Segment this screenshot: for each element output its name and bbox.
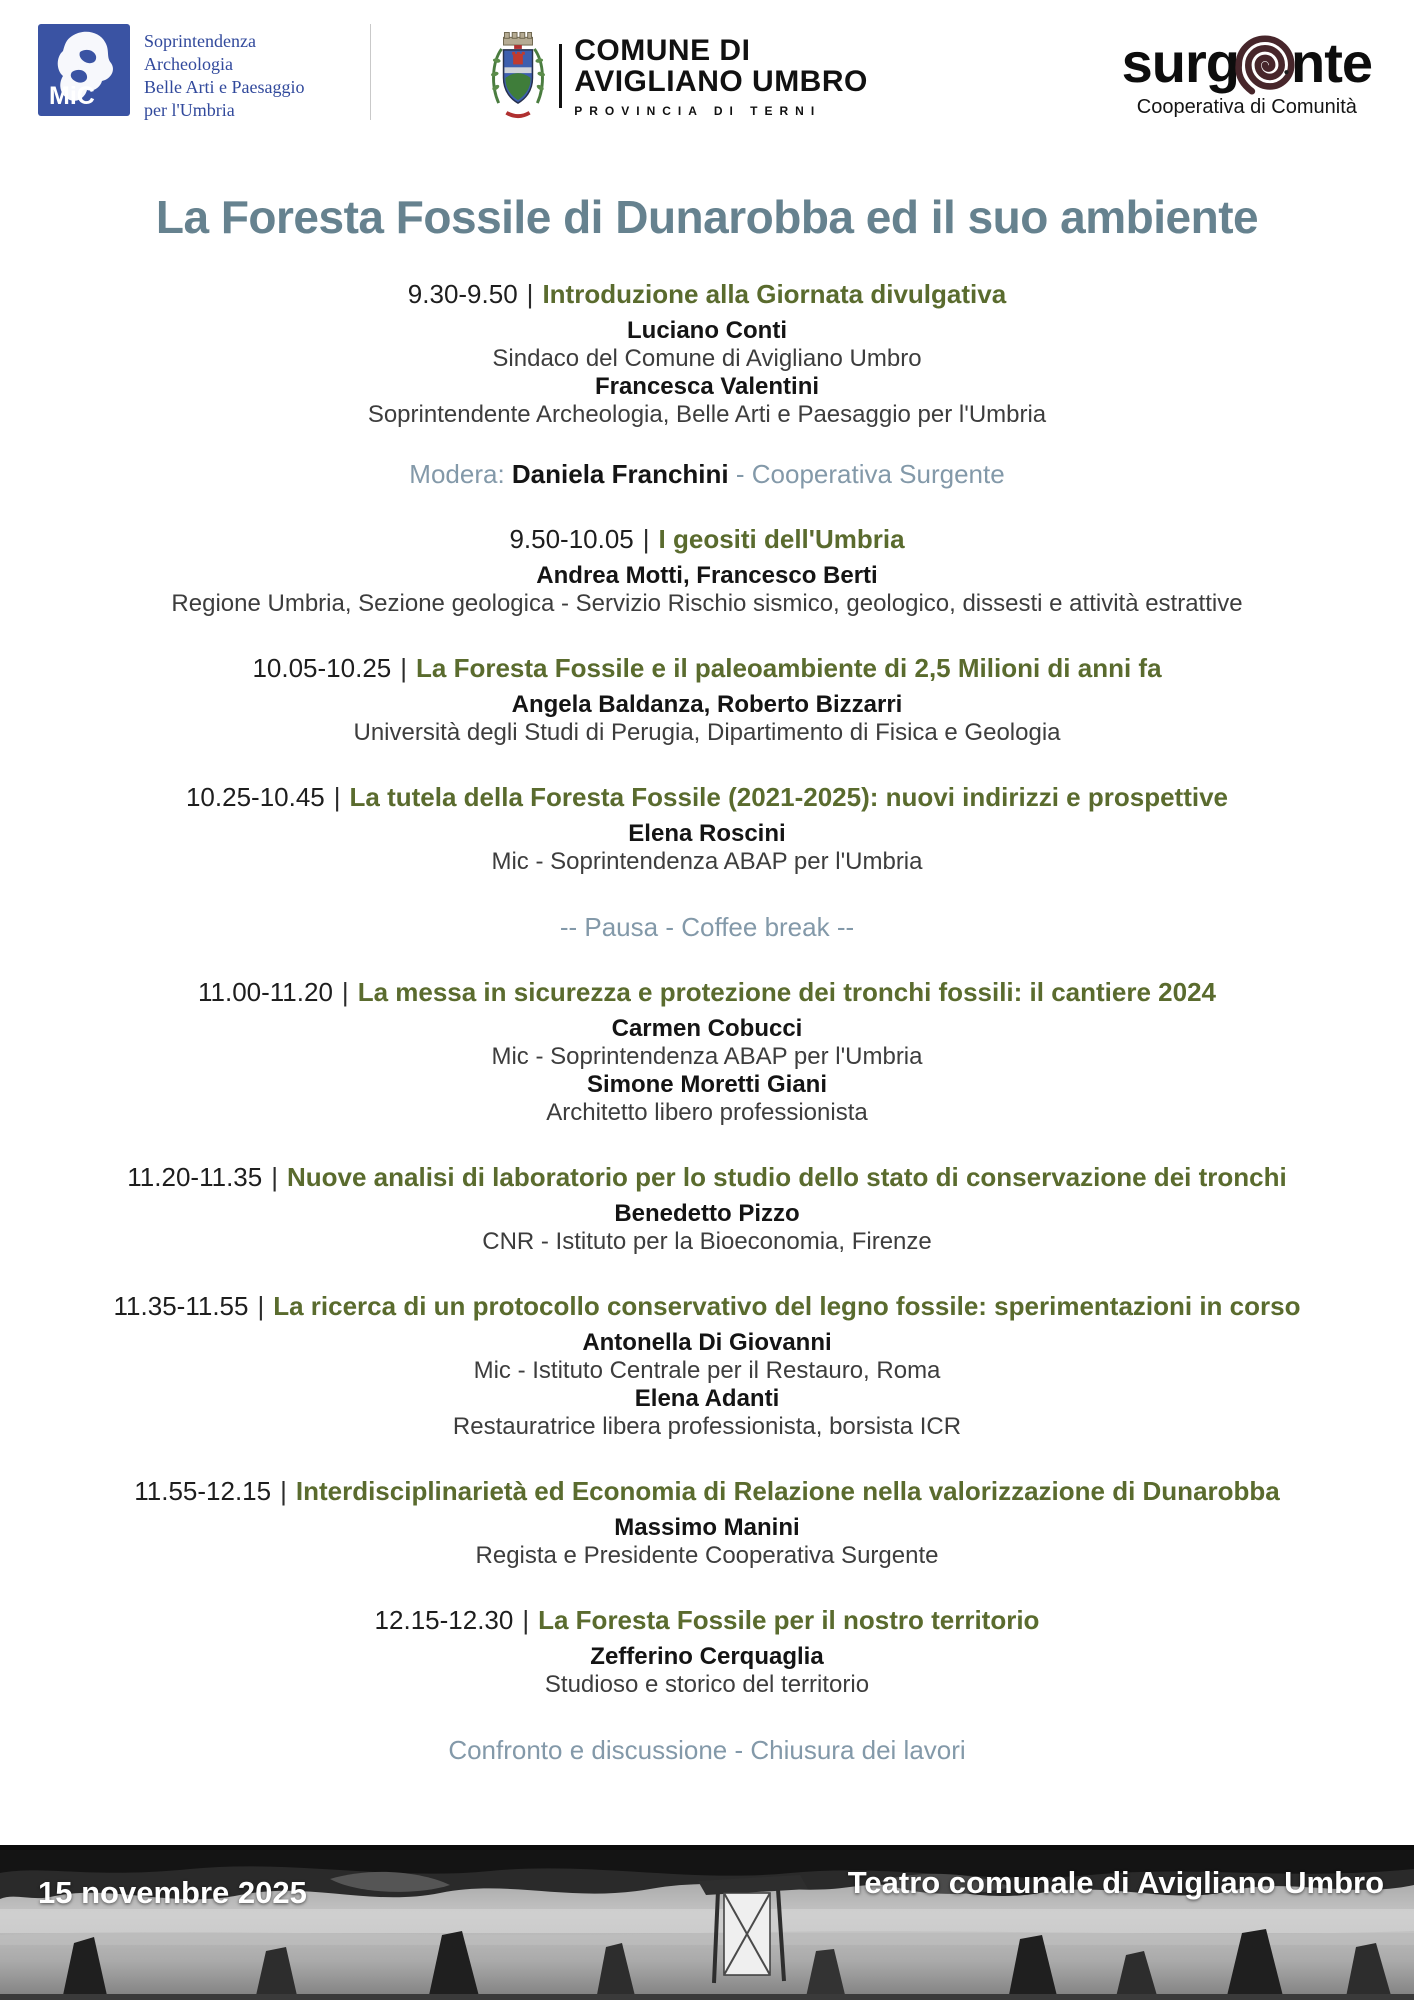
- session-heading: [375, 1604, 1040, 1637]
- speakers: [186, 820, 1228, 876]
- session-time: 12.15-12.30: [374, 1605, 514, 1635]
- moderator-suffix: - Cooperativa Surgente: [728, 459, 1005, 489]
- comune-subtitle: PROVINCIA DI TERNI: [574, 103, 822, 118]
- surgente-wordmark: [1122, 32, 1372, 94]
- mic-org-line: per l'Umbria: [144, 100, 235, 120]
- speaker-name: Antonella Di Giovanni: [582, 1329, 832, 1356]
- session-time: 10.25-10.45: [185, 782, 325, 812]
- surgente-word-end: nte: [1291, 31, 1372, 94]
- comune-name-line2: AVIGLIANO UMBRO: [574, 64, 868, 98]
- session-heading: [186, 781, 1228, 814]
- session-title: La Foresta Fossile e il paleoambiente di 2,5 Milioni di anni fa: [416, 653, 1162, 683]
- session-block: [198, 976, 1216, 1127]
- speaker-name: Carmen Cobucci: [611, 1015, 803, 1042]
- speaker-name: Benedetto Pizzo: [614, 1200, 800, 1227]
- separator: |: [526, 279, 534, 309]
- mic-org-line: Soprintendenza: [144, 31, 256, 51]
- session-time: 11.35-11.55: [113, 1291, 249, 1321]
- event-venue: Teatro comunale di Avigliano Umbro: [847, 1865, 1384, 1900]
- speaker-role: Regione Umbria, Sezione geologica - Servizio Rischio sismico, geologico, dissesti e attività estrattive: [171, 590, 1243, 617]
- speaker-name: Elena Adanti: [634, 1385, 780, 1412]
- speaker-role: Sindaco del Comune di Avigliano Umbro: [492, 345, 922, 372]
- speakers: [134, 1514, 1280, 1570]
- session-title: Nuove analisi di laboratorio per lo studio dello stato di conservazione dei tronchi: [286, 1162, 1287, 1192]
- moderator-prefix: Modera:: [409, 459, 512, 489]
- speaker-name: Francesca Valentini: [594, 373, 820, 400]
- comune-name: [574, 35, 868, 118]
- speaker-role: Mic - Istituto Centrale per il Restauro, Roma: [473, 1357, 941, 1384]
- speaker-role: CNR - Istituto per la Bioeconomia, Firenze: [482, 1228, 932, 1255]
- mic-org-name: [144, 24, 304, 122]
- closing-note: Confronto e discussione - Chiusura dei lavori: [448, 1735, 966, 1765]
- speaker-role: Architetto libero professionista: [546, 1099, 868, 1126]
- svg-text:MiC: MiC: [49, 82, 95, 110]
- speaker-role: Restauratrice libera professionista, borsista ICR: [452, 1413, 962, 1440]
- speakers: [252, 691, 1161, 747]
- separator: |: [271, 1162, 278, 1192]
- session-block: [368, 278, 1046, 429]
- separator: |: [400, 653, 408, 683]
- session-heading: [252, 652, 1161, 685]
- session-block: [134, 1475, 1280, 1570]
- surgente-logo-block: [1122, 32, 1372, 119]
- separator: |: [280, 1476, 287, 1506]
- session-time: 10.05-10.25: [252, 653, 392, 683]
- separator: |: [341, 977, 349, 1007]
- session-time: 11.55-12.15: [134, 1476, 272, 1506]
- session-heading: [171, 523, 1242, 556]
- separator: |: [257, 1291, 265, 1321]
- separator: |: [642, 524, 650, 554]
- session-title: La tutela della Foresta Fossile (2021-2025): nuovi indirizzi e prospettive: [349, 782, 1229, 812]
- session-block: [375, 1604, 1040, 1699]
- session-block: [114, 1290, 1301, 1441]
- session-title: La messa in sicurezza e protezione dei tronchi fossili: il cantiere 2024: [357, 977, 1216, 1007]
- schedule: [0, 244, 1414, 1765]
- page-title: La Foresta Fossile di Dunarobba ed il suo ambiente: [155, 191, 1259, 243]
- moderator-name: Daniela Franchini: [511, 459, 729, 489]
- session-title: I geositi dell'Umbria: [658, 524, 905, 554]
- speaker-role: Mic - Soprintendenza ABAP per l'Umbria: [491, 1043, 923, 1070]
- event-date: 15 novembre 2025: [38, 1875, 307, 1910]
- session-block: [127, 1161, 1286, 1256]
- speaker-role: Mic - Soprintendenza ABAP per l'Umbria: [491, 848, 923, 875]
- session-title: La ricerca di un protocollo conservativo del legno fossile: sperimentazioni in corso: [273, 1291, 1301, 1321]
- session-title: La Foresta Fossile per il nostro territorio: [538, 1605, 1040, 1635]
- speakers: [171, 562, 1242, 618]
- speaker-name: Zefferino Cerquaglia: [590, 1643, 824, 1670]
- speaker-role: Università degli Studi di Perugia, Dipartimento di Fisica e Geologia: [353, 719, 1061, 746]
- speaker-name: Andrea Motti, Francesco Berti: [536, 562, 878, 589]
- session-title: Introduzione alla Giornata divulgativa: [542, 279, 1007, 309]
- comune-crest-icon: [489, 26, 547, 126]
- speakers: [127, 1200, 1286, 1256]
- mic-org-line: Belle Arti e Paesaggio: [144, 77, 305, 97]
- speakers: [114, 1329, 1301, 1441]
- session-heading: [127, 1161, 1286, 1194]
- speaker-name: Elena Roscini: [628, 820, 786, 847]
- speaker-name: Simone Moretti Giani: [586, 1071, 827, 1098]
- mic-org-line: Archeologia: [144, 54, 233, 74]
- session-block: [171, 523, 1242, 618]
- session-time: 9.50-10.05: [509, 524, 634, 554]
- speaker-name: Angela Baldanza, Roberto Bizzarri: [511, 691, 903, 718]
- comune-name-line1: COMUNE DI: [574, 33, 751, 67]
- session-time: 9.30-9.50: [407, 279, 518, 309]
- comune-divider-bar: [559, 44, 562, 108]
- footer-photo-strip: [0, 1845, 1414, 2000]
- session-heading: [198, 976, 1216, 1009]
- speakers: [198, 1015, 1216, 1127]
- surgente-word-start: surg: [1121, 31, 1239, 94]
- spiral-icon: [1234, 34, 1296, 96]
- header-divider: [370, 24, 371, 120]
- header: [0, 0, 1414, 146]
- moderator-note: [409, 459, 1004, 489]
- speaker-role: Studioso e storico del territorio: [544, 1671, 870, 1698]
- session-heading: [368, 278, 1046, 311]
- mic-logo-icon: [38, 24, 130, 116]
- speaker-name: Luciano Conti: [627, 317, 787, 344]
- speaker-role: Soprintendente Archeologia, Belle Arti e Paesaggio per l'Umbria: [367, 401, 1047, 428]
- session-block: [252, 652, 1161, 747]
- speaker-role: Regista e Presidente Cooperativa Surgente: [475, 1542, 939, 1569]
- session-title: Interdisciplinarietà ed Economia di Relazione nella valorizzazione di Dunarobba: [295, 1476, 1280, 1506]
- session-heading: [114, 1290, 1301, 1323]
- speaker-name: Massimo Manini: [614, 1514, 800, 1541]
- session-time: 11.20-11.35: [127, 1162, 263, 1192]
- session-time: 11.00-11.20: [197, 977, 333, 1007]
- session-block: [186, 781, 1228, 876]
- pausa-note: -- Pausa - Coffee break --: [559, 912, 855, 942]
- mic-logo-block: [38, 24, 371, 122]
- separator: |: [522, 1605, 530, 1635]
- speakers: [368, 317, 1046, 429]
- comune-logo-block: [489, 26, 868, 126]
- session-heading: [134, 1475, 1280, 1508]
- speakers: [375, 1643, 1040, 1699]
- separator: |: [333, 782, 341, 812]
- surgente-subtitle: Cooperativa di Comunità: [1136, 96, 1357, 118]
